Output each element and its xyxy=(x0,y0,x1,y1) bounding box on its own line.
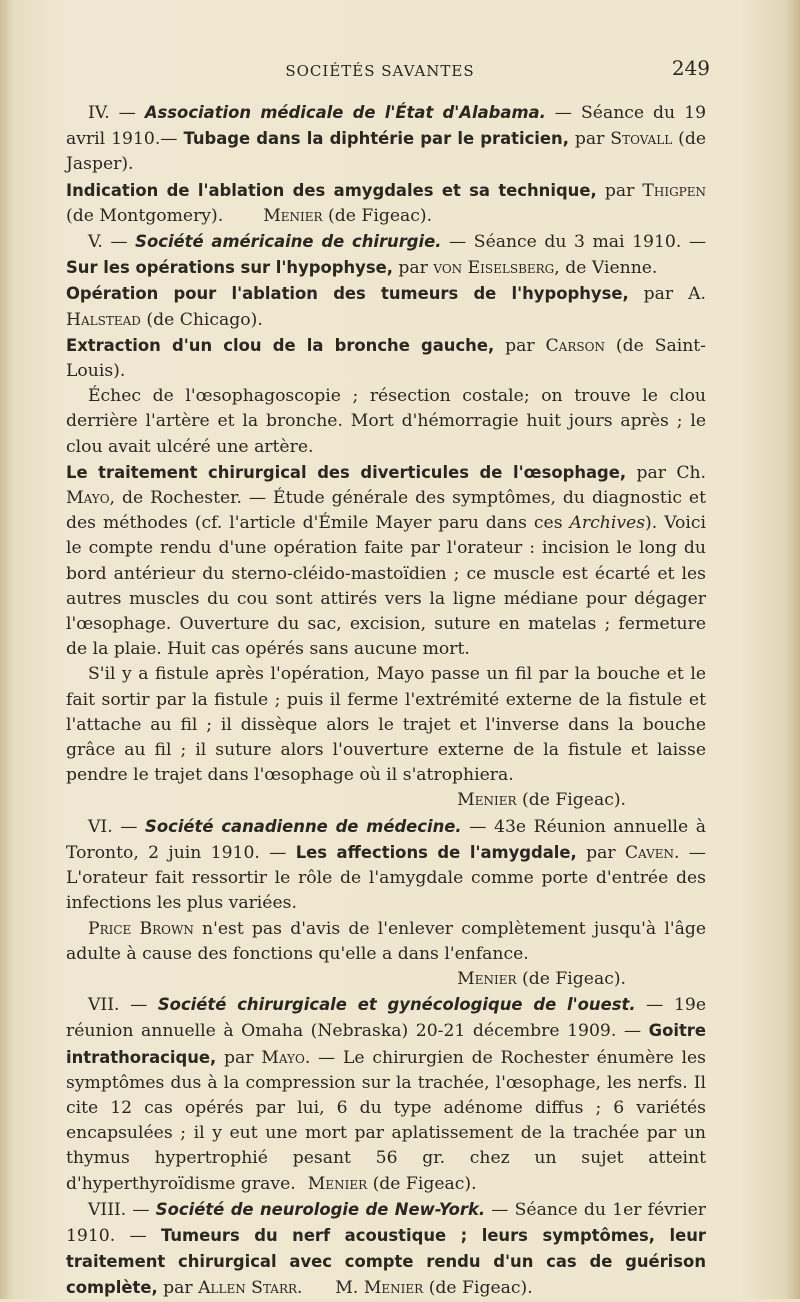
page-header xyxy=(60,56,710,86)
running-head: SOCIÉTÉS SAVANTES xyxy=(285,62,475,80)
signature-name: Menier xyxy=(307,1173,368,1194)
communication-title: Sur les opérations sur l'hypophyse, xyxy=(66,258,393,278)
section-v-item-2: Opération pour l'ablation des tumeurs de l'hypophyse, par A. Halstead (de Chicago). xyxy=(66,284,706,330)
communication-title: Tumeurs du nerf acoustique ; leurs symptômes, leur traitement chirurgical avec compte rendu d'un cas de guérison complète, xyxy=(66,1225,706,1298)
author-name: Mayo xyxy=(66,488,110,509)
signature-name: Menier xyxy=(457,968,517,989)
author-name: Thigpen xyxy=(642,180,706,201)
section-vi-heading: VI. — Société canadienne de médecine. — 43e Réunion annuelle à Toronto, 2 juin 1910. — Les affections de l'amygdale, par Caven. — L'orateur fait ressortir le rôle de l'amygdale comme porte d'entrée des infections les plus variées. xyxy=(66,816,707,914)
section-iv-heading: IV. — Association médicale de l'État d'Alabama. — Séance du 19 avril 1910.— Tubage dans la diphtérie par le praticien, par Stovall (de Jasper). xyxy=(66,103,706,175)
author-name: Halstead xyxy=(66,309,141,330)
section-v-item-3: Extraction d'un clou de la bronche gauche, par Carson (de Saint-Louis). xyxy=(66,335,706,382)
section-v-heading: V. — Société américaine de chirurgie. — Séance du 3 mai 1910. — Sur les opérations sur l'hypophyse, par von Eiselsberg, de Vienne. xyxy=(66,232,707,279)
signature-name: Menier xyxy=(263,205,323,226)
communication-title: Les affections de l'amygdale, xyxy=(295,842,577,862)
signature-name: Menier xyxy=(457,790,517,811)
paragraph: Price Brown n'est pas d'avis de l'enlever complètement jusqu'à l'âge adulte à cause des fonctions qu'elle a dans l'enfance. xyxy=(66,918,706,964)
author-name: Price Brown xyxy=(88,918,194,939)
communication-title: Goitre intrathoracique, xyxy=(66,1021,706,1067)
paragraph: S'il y a fistule après l'opération, Mayo passe un fil par la bouche et le fait sortir par la fistule ; puis il ferme l'extrémité externe de la fistule et l'attache au fil ; il dissèque alors le trajet et l'inverse dans la bouche grâce au fil ; il suture alors l'ouverture externe de la fistule et laisse pendre le trajet dans l'œsophage où il s'atrophiera. xyxy=(66,664,706,786)
society-name: Association médicale de l'État d'Alabama. xyxy=(144,103,546,122)
section-vii-heading: VII. — Société chirurgicale et gynécologique de l'ouest. — 19e réunion annuelle à Omaha (Nebraska) 20-21 décembre 1909. — Goitre intrathoracique, par Mayo. — Le chirurgien de Rochester énumère les symptômes dus à la compression sur la trachée, l'œsophage, les nerfs. Il cite 12 cas opérés par lui, 6 du type adénome diffus ; 6 variétés encapsulées ; il y eut une mort par aplatissement de la trachée par un thymus hypertrophié pesant 56 gr. chez un sujet atteint d'hyperthyroïdisme grave. Menier (de Figeac). xyxy=(66,995,706,1194)
signature: Menier (de Figeac). xyxy=(457,968,626,989)
paragraph: Échec de l'œsophagoscopie ; résection costale; on trouve le clou derrière l'artère et la bronche. Mort d'hémorragie huit jours après ; le clou avait ulcéré une artère. xyxy=(66,386,706,457)
page-number: 249 xyxy=(671,56,710,80)
communication-title: Indication de l'ablation des amygdales et sa technique, xyxy=(66,180,597,200)
society-name: Société américaine de chirurgie. xyxy=(135,232,442,252)
communication-title: Le traitement chirurgical des diverticules de l'œsophage, xyxy=(66,462,627,482)
society-name: Société de neurologie de New-York. xyxy=(155,1199,486,1219)
journal-name: Archives xyxy=(569,513,646,534)
signature-name: Menier xyxy=(363,1278,424,1299)
section-iv-item-2: Indication de l'ablation des amygdales et sa technique, par Thigpen (de Montgomery). Menier (de Figeac). xyxy=(66,180,706,226)
section-viii-heading: VIII. — Société de neurologie de New-York. — Séance du 1er février 1910. — Tumeurs du nerf acoustique ; leurs symptômes, leur traitement chirurgical avec compte rendu d'un cas de guérison complète, par Allen Starr. M. Menier (de Figeac). xyxy=(66,1199,706,1299)
author-name: Caven xyxy=(624,842,675,863)
communication-title: Tubage dans la diphtérie par le praticien, xyxy=(183,129,569,149)
section-v-item-4: Le traitement chirurgical des diverticules de l'œsophage, par Ch. Mayo, de Rochester. — Étude générale des symptômes, du diagnostic et des méthodes (cf. l'article d'Émile Mayer paru dans ces Archives). Voici le compte rendu d'une opération faite par l'orateur : incision le long du bord antérieur du sterno-cléido-mastoïdien ; ce muscle est écarté et les autres muscles du cou sont attirés vers la ligne médiane pour dégager l'œsophage. Ouverture du sac, excision, suture en matelas ; fermeture de la plaie. Huit cas opérés sans aucune mort. xyxy=(66,462,707,660)
page-body xyxy=(66,100,706,1302)
author-name: von Eiselsberg xyxy=(433,258,555,279)
signature: Menier (de Figeac). xyxy=(457,790,626,811)
society-name: Société chirurgicale et gynécologique de l'ouest. xyxy=(157,995,636,1015)
author-name: Stovall xyxy=(610,129,673,150)
author-name: Carson xyxy=(545,335,605,356)
author-name: Allen Starr xyxy=(198,1278,298,1299)
society-name: Société canadienne de médecine. xyxy=(145,816,462,836)
communication-title: Opération pour l'ablation des tumeurs de l'hypophyse, xyxy=(66,284,629,304)
communication-title: Extraction d'un clou de la bronche gauche, xyxy=(66,335,495,355)
author-name: Mayo xyxy=(261,1047,305,1068)
